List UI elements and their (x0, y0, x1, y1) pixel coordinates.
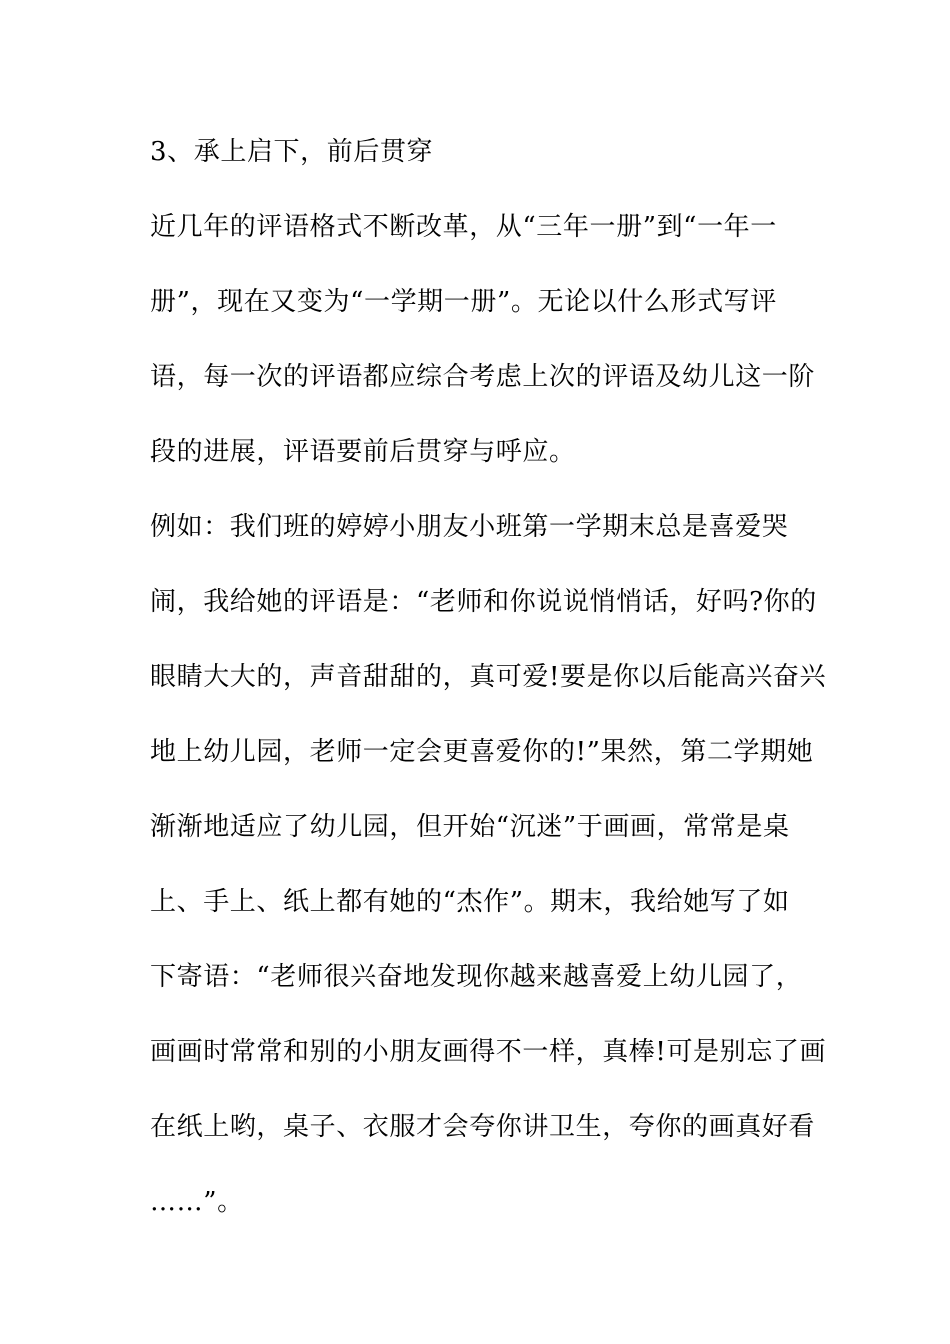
paragraph-line: 在纸上哟，桌子、衣服才会夸你讲卫生，夸你的画真好看 (150, 1112, 816, 1142)
paragraph-line: 闹，我给她的评语是：“老师和你说说悄悄话，好吗?你的 (150, 587, 817, 617)
paragraph-line: 地上幼儿园，老师一定会更喜爱你的!”果然，第二学期她 (150, 737, 814, 767)
paragraph-line: 下寄语：“老师很兴奋地发现你越来越喜爱上幼儿园了， (150, 962, 803, 992)
paragraph-line: 上、手上、纸上都有她的“杰作”。期末，我给她写了如 (150, 887, 790, 917)
paragraph-line: 例如：我们班的婷婷小朋友小班第一学期末总是喜爱哭 (150, 512, 789, 542)
section-heading: 3、承上启下，前后贯穿 (150, 137, 434, 167)
paragraph-line: 段的进展，评语要前后贯穿与呼应。 (150, 437, 576, 467)
paragraph-line: 眼睛大大的，声音甜甜的，真可爱!要是你以后能高兴奋兴 (150, 662, 827, 692)
paragraph-line: 画画时常常和别的小朋友画得不一样，真棒!可是别忘了画 (150, 1037, 827, 1067)
paragraph-line: 册”，现在又变为“一学期一册”。无论以什么形式写评 (150, 287, 777, 317)
paragraph-line: 近几年的评语格式不断改革，从“三年一册”到“一年一 (150, 212, 777, 242)
paragraph-line: 语，每一次的评语都应综合考虑上次的评语及幼儿这一阶 (150, 362, 816, 392)
paragraph-line: 渐渐地适应了幼儿园，但开始“沉迷”于画画，常常是桌 (150, 812, 790, 842)
paragraph-line: ……”。 (150, 1187, 244, 1217)
